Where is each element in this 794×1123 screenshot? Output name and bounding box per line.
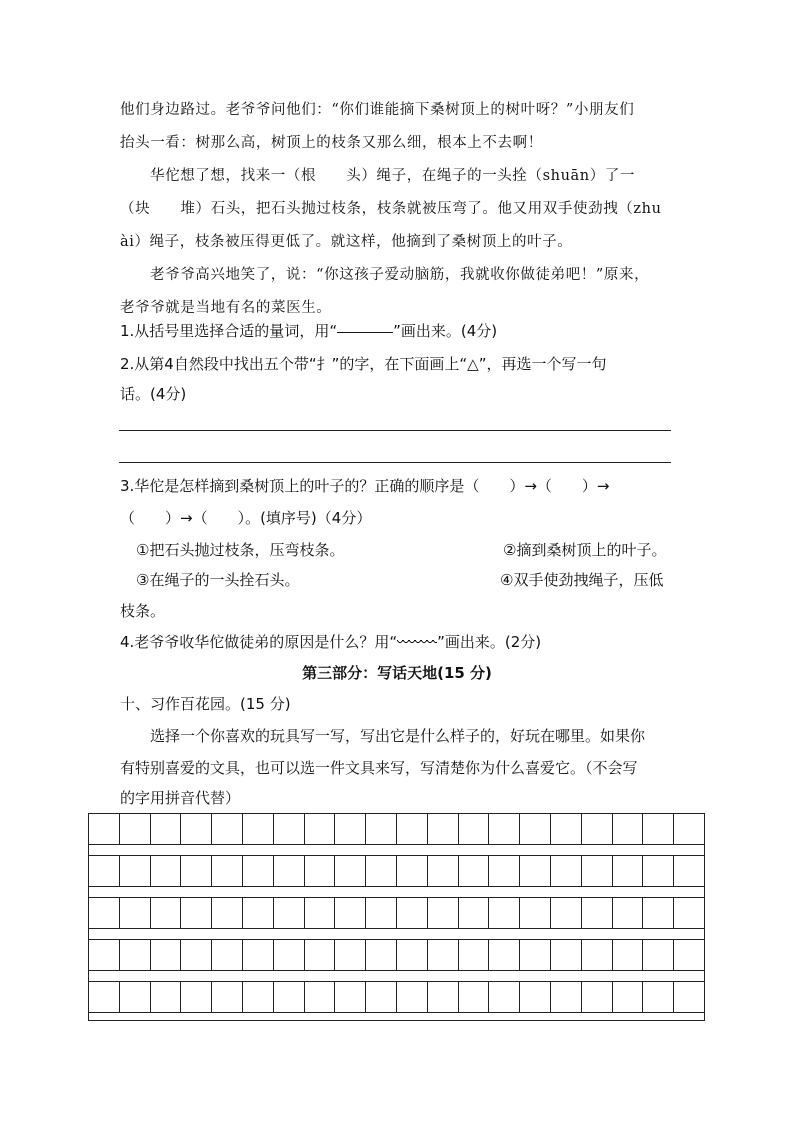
answer-line-2[interactable] bbox=[119, 462, 671, 463]
question-2-line-1: 2.从第4自然段中找出五个带“扌”的字，在下面画上“△”，再选一个写一句 bbox=[120, 355, 607, 373]
story-line-7: 老爷爷就是当地有名的菜医生。 bbox=[120, 300, 332, 316]
question-3-option-1: ①把石头抛过枝条，压弯枝条。 bbox=[136, 541, 345, 559]
composition-item-title: 十、习作百花园。(15 分) bbox=[120, 695, 291, 713]
question-3-option-4: ④双手使劲拽绳子，压低 bbox=[500, 571, 664, 589]
writing-grid-row[interactable] bbox=[88, 981, 705, 1013]
story-line-4: （块 堆）石头，把石头抛过枝条，枝条就被压弯了。他又用双手使劲拽（zhu bbox=[120, 201, 662, 217]
question-3-option-3: ③在绳子的一头拴石头。 bbox=[136, 571, 300, 589]
story-line-6: 老爷爷高兴地笑了，说：“你这孩子爱动脑筋，我就收你做徒弟吧！”原来， bbox=[150, 267, 650, 283]
composition-prompt-line-2: 有特别喜爱的文具，也可以选一件文具来写，写清楚你为什么喜爱它。（不会写 bbox=[120, 759, 638, 777]
question-4-text-before: 4.老爷爷收华佗做徒弟的原因是什么？用“ bbox=[120, 633, 398, 651]
grid-gap-border bbox=[704, 845, 705, 855]
straight-underline-mark bbox=[337, 332, 393, 333]
grid-gap-border bbox=[704, 929, 705, 939]
question-1 bbox=[120, 321, 497, 341]
question-4-text-after: ”画出来。(2分) bbox=[437, 633, 542, 651]
question-3-line-2: （ ）→（ ）。(填序号)（4分） bbox=[120, 509, 372, 527]
question-2-line-2: 话。(4分) bbox=[120, 385, 187, 403]
story-line-5: ài）绳子，枝条被压得更低了。就这样，他摘到了桑树顶上的叶子。 bbox=[120, 234, 573, 250]
grid-bottom-border bbox=[88, 1020, 705, 1021]
question-3-line-1: 3.华佗是怎样摘到桑树顶上的叶子的？正确的顺序是（ ）→（ ）→ bbox=[120, 477, 610, 495]
grid-gap-border bbox=[704, 887, 705, 897]
question-3-option-2: ②摘到桑树顶上的叶子。 bbox=[503, 541, 667, 559]
grid-gap-border bbox=[704, 971, 705, 981]
grid-gap-border bbox=[88, 971, 89, 981]
story-line-2: 抬头一看：树那么高，树顶上的枝条又那么细，根本上不去啊！ bbox=[120, 135, 543, 151]
question-4 bbox=[120, 632, 541, 652]
answer-line-1[interactable] bbox=[119, 430, 671, 431]
question-3-option-4-continued: 枝条。 bbox=[120, 602, 166, 620]
question-1-text-before: 1.从括号里选择合适的量词，用“ bbox=[120, 322, 338, 340]
writing-grid-row[interactable] bbox=[88, 939, 705, 971]
composition-prompt-line-3: 的字用拼音代替） bbox=[120, 789, 241, 807]
story-line-1: 他们身边路过。老爷爷问他们：“你们谁能摘下桑树顶上的树叶呀？”小朋友们 bbox=[120, 102, 635, 118]
composition-prompt-line-1: 选择一个你喜欢的玩具写一写，写出它是什么样子的，好玩在哪里。如果你 bbox=[150, 727, 646, 745]
wavy-underline-mark bbox=[397, 640, 437, 646]
question-1-text-after: ”画出来。(4分) bbox=[393, 322, 498, 340]
grid-gap-border bbox=[88, 845, 89, 855]
story-line-3: 华佗想了想，找来一（根 头）绳子，在绳子的一头拴（shuān）了一 bbox=[150, 168, 635, 184]
writing-grid-row[interactable] bbox=[88, 855, 705, 887]
grid-gap-border bbox=[88, 887, 89, 897]
grid-gap-border bbox=[88, 929, 89, 939]
writing-grid-row[interactable] bbox=[88, 897, 705, 929]
writing-grid-row[interactable] bbox=[88, 813, 705, 845]
section-3-title: 第三部分：写话天地(15 分) bbox=[302, 664, 492, 682]
